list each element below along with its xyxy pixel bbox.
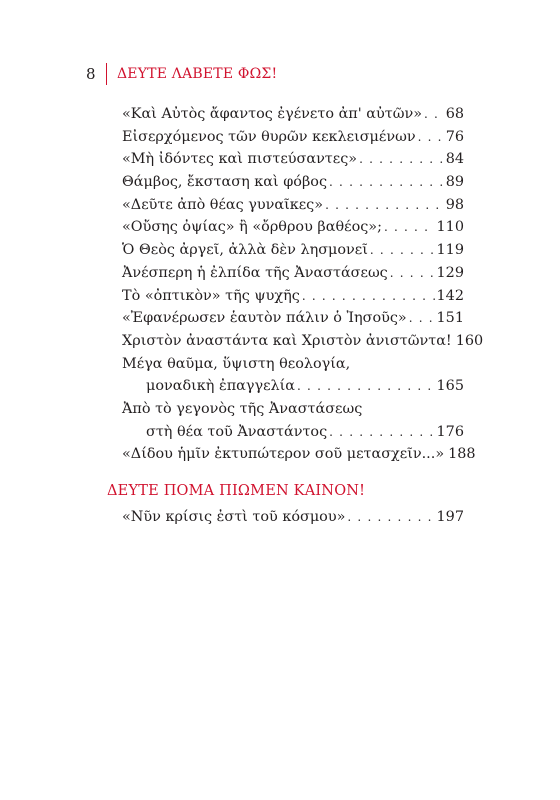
toc-entry-title: «Νῦν κρίσις ἐστὶ τοῦ κόσμου» — [122, 509, 346, 525]
toc-entry — [122, 239, 464, 262]
toc-entry-title: Θάμβος, ἔκσταση καὶ φόβος — [122, 174, 328, 191]
toc-entry-page: 142 — [436, 287, 464, 304]
dot-leader — [418, 126, 444, 149]
dot-leader — [302, 285, 435, 308]
toc-entry-title: «Καὶ Αὐτὸς ἄφαντος ἐγένετο ἀπ' αὐτῶν» — [122, 106, 423, 122]
toc-entry-title: «Δίδου ἡμῖν ἐκτυπώτερον σοῦ μετασχεῖν...» — [122, 446, 445, 463]
toc-entry-title-line1: Μέγα θαῦμα, ὕψιστη θεολογία, — [122, 355, 351, 372]
toc-entry-page: 98 — [445, 196, 464, 213]
table-of-contents-section-2 — [122, 506, 464, 529]
toc-entry-page: 68 — [445, 106, 464, 122]
header-divider — [106, 63, 107, 85]
toc-entry-title: «Δεῦτε ἀπὸ θέας γυναῖκες» — [122, 196, 324, 213]
dot-leader — [424, 103, 444, 126]
dot-leader — [409, 307, 435, 330]
dot-leader — [359, 148, 444, 171]
toc-entry-title: «Ἐφανέρωσεν ἑαυτὸν πάλιν ὁ Ἰησοῦς» — [122, 310, 407, 327]
toc-entry — [122, 216, 464, 239]
table-of-contents — [122, 103, 484, 466]
dot-leader — [329, 171, 444, 194]
toc-entry-page: 119 — [436, 242, 464, 259]
toc-entry-page: 84 — [445, 151, 464, 168]
toc-entry — [122, 307, 464, 330]
toc-entry-title: Ὁ Θεὸς ἀργεῖ, ἀλλὰ δὲν λησμονεῖ — [122, 242, 368, 259]
toc-entry — [122, 421, 464, 444]
toc-entry-page: 129 — [436, 264, 464, 281]
dot-leader — [384, 216, 435, 239]
toc-entry-title: μοναδικὴ ἐπαγγελία — [146, 378, 296, 395]
toc-entry — [122, 375, 464, 398]
toc-entry — [122, 506, 464, 529]
toc-entry — [122, 285, 464, 308]
dot-leader — [297, 375, 435, 398]
toc-entry-page: 188 — [448, 446, 476, 463]
toc-entry-page: 176 — [436, 423, 464, 440]
toc-entry-page: 151 — [436, 310, 464, 327]
toc-entry — [122, 443, 476, 466]
toc-entry-page: 197 — [436, 509, 464, 525]
toc-entry-page: 160 — [455, 332, 484, 349]
toc-entry — [122, 126, 464, 149]
toc-entry-page: 165 — [436, 378, 464, 395]
toc-entry-title: Ἀνέσπερη ἡ ἐλπίδα τῆς Ἀναστάσεως — [122, 264, 388, 281]
toc-entry-page: 89 — [445, 174, 464, 191]
dot-leader — [329, 421, 434, 444]
page-number: 8 — [86, 65, 96, 83]
running-title: ΔΕΥΤΕ ΛΑΒΕΤΕ ΦΩΣ! — [117, 66, 278, 82]
toc-entry — [122, 103, 464, 126]
toc-entry-title: «Μὴ ἰδόντες καὶ πιστεύσαντες» — [122, 151, 358, 168]
toc-entry — [122, 194, 464, 217]
dot-leader — [370, 239, 435, 262]
toc-entry-title: Εἰσερχόμενος τῶν θυρῶν κεκλεισμένων — [122, 128, 416, 145]
toc-entry — [122, 148, 464, 171]
toc-entry — [122, 171, 464, 194]
toc-entry-page: 76 — [445, 128, 464, 145]
toc-entry-title: στὴ θέα τοῦ Ἀναστάντος — [146, 423, 328, 440]
toc-entry-page: 110 — [436, 219, 464, 236]
dot-leader — [390, 262, 435, 285]
toc-entry-title: Τὸ «ὀπτικὸν» τῆς ψυχῆς — [122, 287, 300, 304]
toc-entry — [122, 262, 464, 285]
toc-entry-title: «Οὔσης ὀψίας» ἢ «ὄρθρου βαθέος»; — [122, 219, 382, 236]
dot-leader — [325, 194, 444, 217]
toc-entry-title-line1: Ἀπὸ τὸ γεγονὸς τῆς Ἀναστάσεως — [122, 400, 363, 417]
toc-entry — [122, 330, 484, 353]
running-head — [86, 62, 277, 86]
toc-entry-title: Χριστὸν ἀναστάντα καὶ Χριστὸν ἀνιστῶντα! — [122, 332, 452, 349]
section-heading: ΔΕΥΤΕ ΠΟΜΑ ΠΙΩΜΕΝ ΚΑΙΝΟΝ! — [107, 483, 366, 499]
dot-leader — [347, 506, 434, 529]
